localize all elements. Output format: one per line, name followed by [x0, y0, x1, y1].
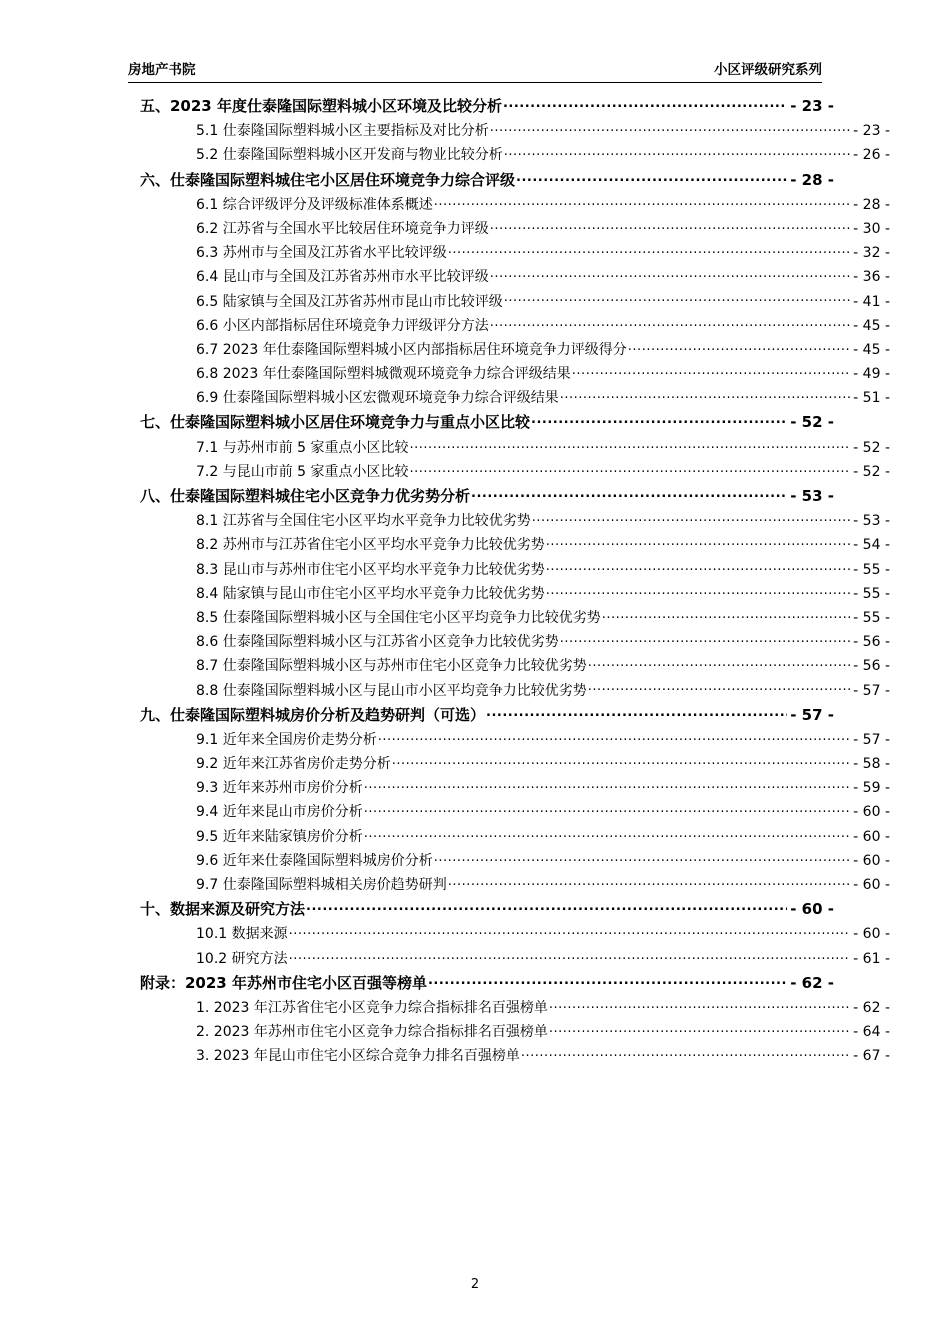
toc-entry-page: - 57 - — [790, 705, 834, 724]
toc-leader-dots — [560, 632, 850, 646]
toc-entry-label: 5.1 仕泰隆国际塑料城小区主要指标及对比分析 — [196, 123, 489, 140]
toc-leader-dots — [448, 243, 850, 257]
toc-entry-label: 8.1 江苏省与全国住宅小区平均水平竞争力比较优劣势 — [196, 513, 531, 530]
toc-leader-dots — [490, 219, 850, 233]
toc-entry-page: - 23 - — [853, 123, 890, 140]
toc-entry-label: 8.7 仕泰隆国际塑料城小区与苏州市住宅小区竞争力比较优劣势 — [196, 658, 587, 675]
toc-entry[interactable] — [128, 632, 890, 649]
toc-leader-dots — [364, 802, 850, 816]
toc-entry-label: 九、仕泰隆国际塑料城房价分析及趋势研判（可选） — [140, 705, 486, 724]
toc-entry-label: 8.2 苏州市与江苏省住宅小区平均水平竞争力比较优劣势 — [196, 537, 545, 554]
toc-entry-label: 八、仕泰隆国际塑料城住宅小区竞争力优劣势分析 — [140, 487, 471, 505]
toc-entry-label: 8.8 仕泰隆国际塑料城小区与昆山市小区平均竞争力比较优劣势 — [196, 682, 587, 699]
toc-entry[interactable] — [128, 462, 890, 479]
toc-leader-dots — [434, 195, 850, 209]
toc-entry[interactable] — [128, 364, 890, 381]
toc-leader-dots — [560, 388, 850, 402]
toc-entry-label: 6.2 江苏省与全国水平比较居住环境竞争力评级 — [196, 220, 489, 237]
toc-entry-page: - 60 - — [790, 900, 834, 919]
toc-leader-dots — [521, 1046, 850, 1060]
toc-entry-page: - 57 - — [853, 731, 890, 748]
toc-entry-label: 2. 2023 年苏州市住宅小区竞争力综合指标排名百强榜单 — [196, 1024, 548, 1041]
toc-entry[interactable] — [128, 219, 890, 236]
toc-entry[interactable] — [128, 681, 890, 698]
toc-entry[interactable] — [128, 924, 890, 941]
toc-entry-page: - 41 - — [853, 293, 890, 310]
toc-entry-page: - 55 - — [853, 609, 890, 626]
toc-entry[interactable] — [128, 267, 890, 284]
toc-entry-label: 6.6 小区内部指标居住环境竞争力评级评分方法 — [196, 317, 489, 334]
toc-leader-dots — [546, 535, 850, 549]
toc-entry-page: - 26 - — [853, 147, 890, 164]
toc-entry-page: - 56 - — [853, 658, 890, 675]
toc-entry-label: 七、仕泰隆国际塑料城小区居住环境竞争力与重点小区比较 — [140, 413, 531, 432]
toc-entry[interactable] — [128, 875, 890, 892]
toc-entry-label: 9.6 近年来仕泰隆国际塑料城房价分析 — [196, 852, 433, 869]
toc-entry-page: - 52 - — [853, 439, 890, 456]
toc-entry[interactable] — [128, 145, 890, 162]
page-footer — [0, 1277, 950, 1292]
toc-leader-dots — [503, 96, 787, 111]
toc-entry-page: - 56 - — [853, 634, 890, 651]
toc-leader-dots — [531, 412, 787, 427]
toc-entry[interactable] — [128, 243, 890, 260]
toc-entry-page: - 57 - — [853, 682, 890, 699]
toc-entry-page: - 52 - — [790, 413, 834, 432]
toc-leader-dots — [588, 656, 850, 670]
toc-entry[interactable] — [128, 292, 890, 309]
toc-entry-page: - 55 - — [853, 561, 890, 578]
toc-entry-label: 6.5 陆家镇与全国及江苏省苏州市昆山市比较评级 — [196, 293, 503, 310]
toc-entry-page: - 28 - — [853, 196, 890, 213]
toc-entry[interactable] — [128, 560, 890, 577]
toc-entry-label: 8.4 陆家镇与昆山市住宅小区平均水平竞争力比较优劣势 — [196, 585, 545, 602]
toc-entry[interactable] — [128, 730, 890, 747]
toc-entry-page: - 60 - — [853, 877, 890, 893]
toc-entry-label: 十、数据来源及研究方法 — [140, 900, 306, 919]
toc-entry-label: 六、仕泰隆国际塑料城住宅小区居住环境竞争力综合评级 — [140, 170, 516, 189]
toc-entry[interactable] — [128, 851, 890, 868]
toc-entry[interactable] — [128, 656, 890, 673]
toc-entry[interactable] — [128, 121, 890, 138]
toc-leader-dots — [602, 608, 850, 622]
toc-entry[interactable] — [128, 998, 890, 1015]
toc-entry[interactable] — [128, 486, 834, 504]
toc-entry-label: 9.4 近年来昆山市房价分析 — [196, 804, 363, 821]
toc-leader-dots — [490, 121, 850, 135]
toc-entry-page: - 54 - — [853, 537, 890, 554]
toc-entry[interactable] — [128, 899, 834, 917]
toc-entry-page: - 62 - — [790, 973, 834, 992]
toc-entry-label: 附录：2023 年苏州市住宅小区百强等榜单 — [140, 973, 427, 992]
toc-entry[interactable] — [128, 1022, 890, 1039]
toc-entry-page: - 62 - — [853, 999, 890, 1016]
toc-entry-label: 6.7 2023 年仕泰隆国际塑料城小区内部指标居住环境竞争力评级得分 — [196, 341, 627, 358]
toc-entry[interactable] — [128, 778, 890, 795]
toc-entry[interactable] — [128, 170, 834, 188]
toc-leader-dots — [392, 754, 850, 768]
toc-entry[interactable] — [128, 388, 890, 405]
toc-entry-page: - 32 - — [853, 245, 890, 262]
toc-entry-label: 6.8 2023 年仕泰隆国际塑料城微观环境竞争力综合评级结果 — [196, 366, 571, 383]
toc-entry-page: - 60 - — [853, 804, 890, 821]
toc-entry-label: 5.2 仕泰隆国际塑料城小区开发商与物业比较分析 — [196, 147, 503, 164]
toc-entry[interactable] — [128, 316, 890, 333]
toc-leader-dots — [428, 973, 787, 988]
toc-leader-dots — [410, 462, 851, 476]
toc-entry[interactable] — [128, 511, 890, 528]
toc-entry-page: - 59 - — [853, 780, 890, 797]
toc-entry-label: 6.1 综合评级评分及评级标准体系概述 — [196, 196, 433, 213]
toc-entry-page: - 23 - — [790, 97, 834, 115]
toc-entry-label: 8.3 昆山市与苏州市住宅小区平均水平竞争力比较优劣势 — [196, 561, 545, 578]
table-of-contents — [128, 96, 890, 1071]
toc-entry-page: - 53 - — [853, 513, 890, 530]
toc-entry-page: - 49 - — [853, 366, 890, 383]
toc-leader-dots — [364, 827, 850, 841]
toc-entry-page: - 55 - — [853, 585, 890, 602]
toc-entry-label: 10.1 数据来源 — [196, 926, 288, 943]
toc-entry[interactable] — [128, 96, 834, 114]
toc-entry[interactable] — [128, 340, 890, 357]
page-number: 2 — [470, 1277, 480, 1292]
toc-leader-dots — [486, 705, 787, 720]
toc-entry[interactable] — [128, 802, 890, 819]
toc-leader-dots — [549, 1022, 850, 1036]
toc-entry-page: - 60 - — [853, 926, 890, 943]
toc-entry-page: - 51 - — [853, 390, 890, 407]
toc-leader-dots — [471, 486, 787, 501]
toc-leader-dots — [364, 778, 850, 792]
toc-entry-label: 9.1 近年来全国房价走势分析 — [196, 731, 377, 748]
toc-entry-label: 6.9 仕泰隆国际塑料城小区宏微观环境竞争力综合评级结果 — [196, 390, 559, 407]
toc-leader-dots — [490, 267, 850, 281]
toc-leader-dots — [306, 899, 787, 914]
toc-entry-page: - 58 - — [853, 756, 890, 773]
toc-leader-dots — [289, 949, 851, 963]
toc-leader-dots — [572, 364, 850, 378]
toc-entry[interactable] — [128, 949, 890, 966]
toc-entry[interactable] — [128, 608, 890, 625]
page-header — [128, 58, 822, 78]
toc-entry-label: 9.2 近年来江苏省房价走势分析 — [196, 756, 391, 773]
toc-entry[interactable] — [128, 1046, 890, 1063]
toc-leader-dots — [532, 511, 850, 525]
toc-entry[interactable] — [128, 705, 834, 723]
toc-entry-page: - 28 - — [790, 170, 834, 189]
toc-leader-dots — [448, 875, 850, 889]
toc-entry-label: 8.6 仕泰隆国际塑料城小区与江苏省小区竞争力比较优劣势 — [196, 634, 559, 651]
header-divider — [128, 82, 822, 83]
toc-entry[interactable] — [128, 584, 890, 601]
toc-entry-page: - 61 - — [853, 950, 890, 967]
toc-entry-page: - 36 - — [853, 269, 890, 286]
toc-entry-label: 10.2 研究方法 — [196, 950, 288, 967]
toc-entry-page: - 30 - — [853, 220, 890, 237]
toc-entry-label: 9.3 近年来苏州市房价分析 — [196, 780, 363, 797]
toc-entry[interactable] — [128, 438, 890, 455]
toc-entry[interactable] — [128, 827, 890, 844]
toc-entry-label: 6.4 昆山市与全国及江苏省苏州市水平比较评级 — [196, 269, 489, 286]
toc-entry-label: 6.3 苏州市与全国及江苏省水平比较评级 — [196, 245, 447, 262]
toc-entry[interactable] — [128, 195, 890, 212]
toc-entry[interactable] — [128, 973, 834, 991]
toc-leader-dots — [504, 145, 850, 159]
toc-entry-label: 9.7 仕泰隆国际塑料城相关房价趋势研判 — [196, 877, 447, 893]
toc-leader-dots — [588, 681, 850, 695]
toc-leader-dots — [549, 998, 850, 1012]
toc-leader-dots — [434, 851, 850, 865]
toc-entry[interactable] — [128, 412, 834, 430]
toc-leader-dots — [410, 438, 851, 452]
toc-entry-label: 3. 2023 年昆山市住宅小区综合竞争力排名百强榜单 — [196, 1048, 520, 1065]
toc-entry-label: 7.2 与昆山市前 5 家重点小区比较 — [196, 463, 409, 480]
toc-entry-page: - 60 - — [853, 852, 890, 869]
header-right-text: 小区评级研究系列 — [714, 62, 822, 78]
toc-entry-page: - 53 - — [790, 487, 834, 505]
toc-entry-label: 9.5 近年来陆家镇房价分析 — [196, 828, 363, 845]
toc-entry[interactable] — [128, 754, 890, 771]
toc-entry-page: - 67 - — [853, 1048, 890, 1065]
toc-leader-dots — [378, 730, 850, 744]
toc-leader-dots — [546, 560, 850, 574]
toc-entry-label: 8.5 仕泰隆国际塑料城小区与全国住宅小区平均竞争力比较优劣势 — [196, 609, 601, 626]
toc-leader-dots — [504, 292, 850, 306]
toc-leader-dots — [546, 584, 850, 598]
toc-entry-page: - 45 - — [853, 317, 890, 334]
header-left-text: 房地产书院 — [128, 62, 196, 78]
toc-entry-label: 1. 2023 年江苏省住宅小区竞争力综合指标排名百强榜单 — [196, 999, 548, 1016]
toc-entry-page: - 52 - — [853, 463, 890, 480]
toc-leader-dots — [628, 340, 850, 354]
toc-entry-label: 7.1 与苏州市前 5 家重点小区比较 — [196, 439, 409, 456]
toc-leader-dots — [289, 924, 851, 938]
toc-leader-dots — [516, 170, 787, 185]
toc-entry-label: 五、2023 年度仕泰隆国际塑料城小区环境及比较分析 — [140, 97, 502, 115]
toc-entry-page: - 60 - — [853, 828, 890, 845]
toc-entry[interactable] — [128, 535, 890, 552]
toc-entry-page: - 45 - — [853, 341, 890, 358]
toc-leader-dots — [490, 316, 850, 330]
toc-entry-page: - 64 - — [853, 1024, 890, 1041]
